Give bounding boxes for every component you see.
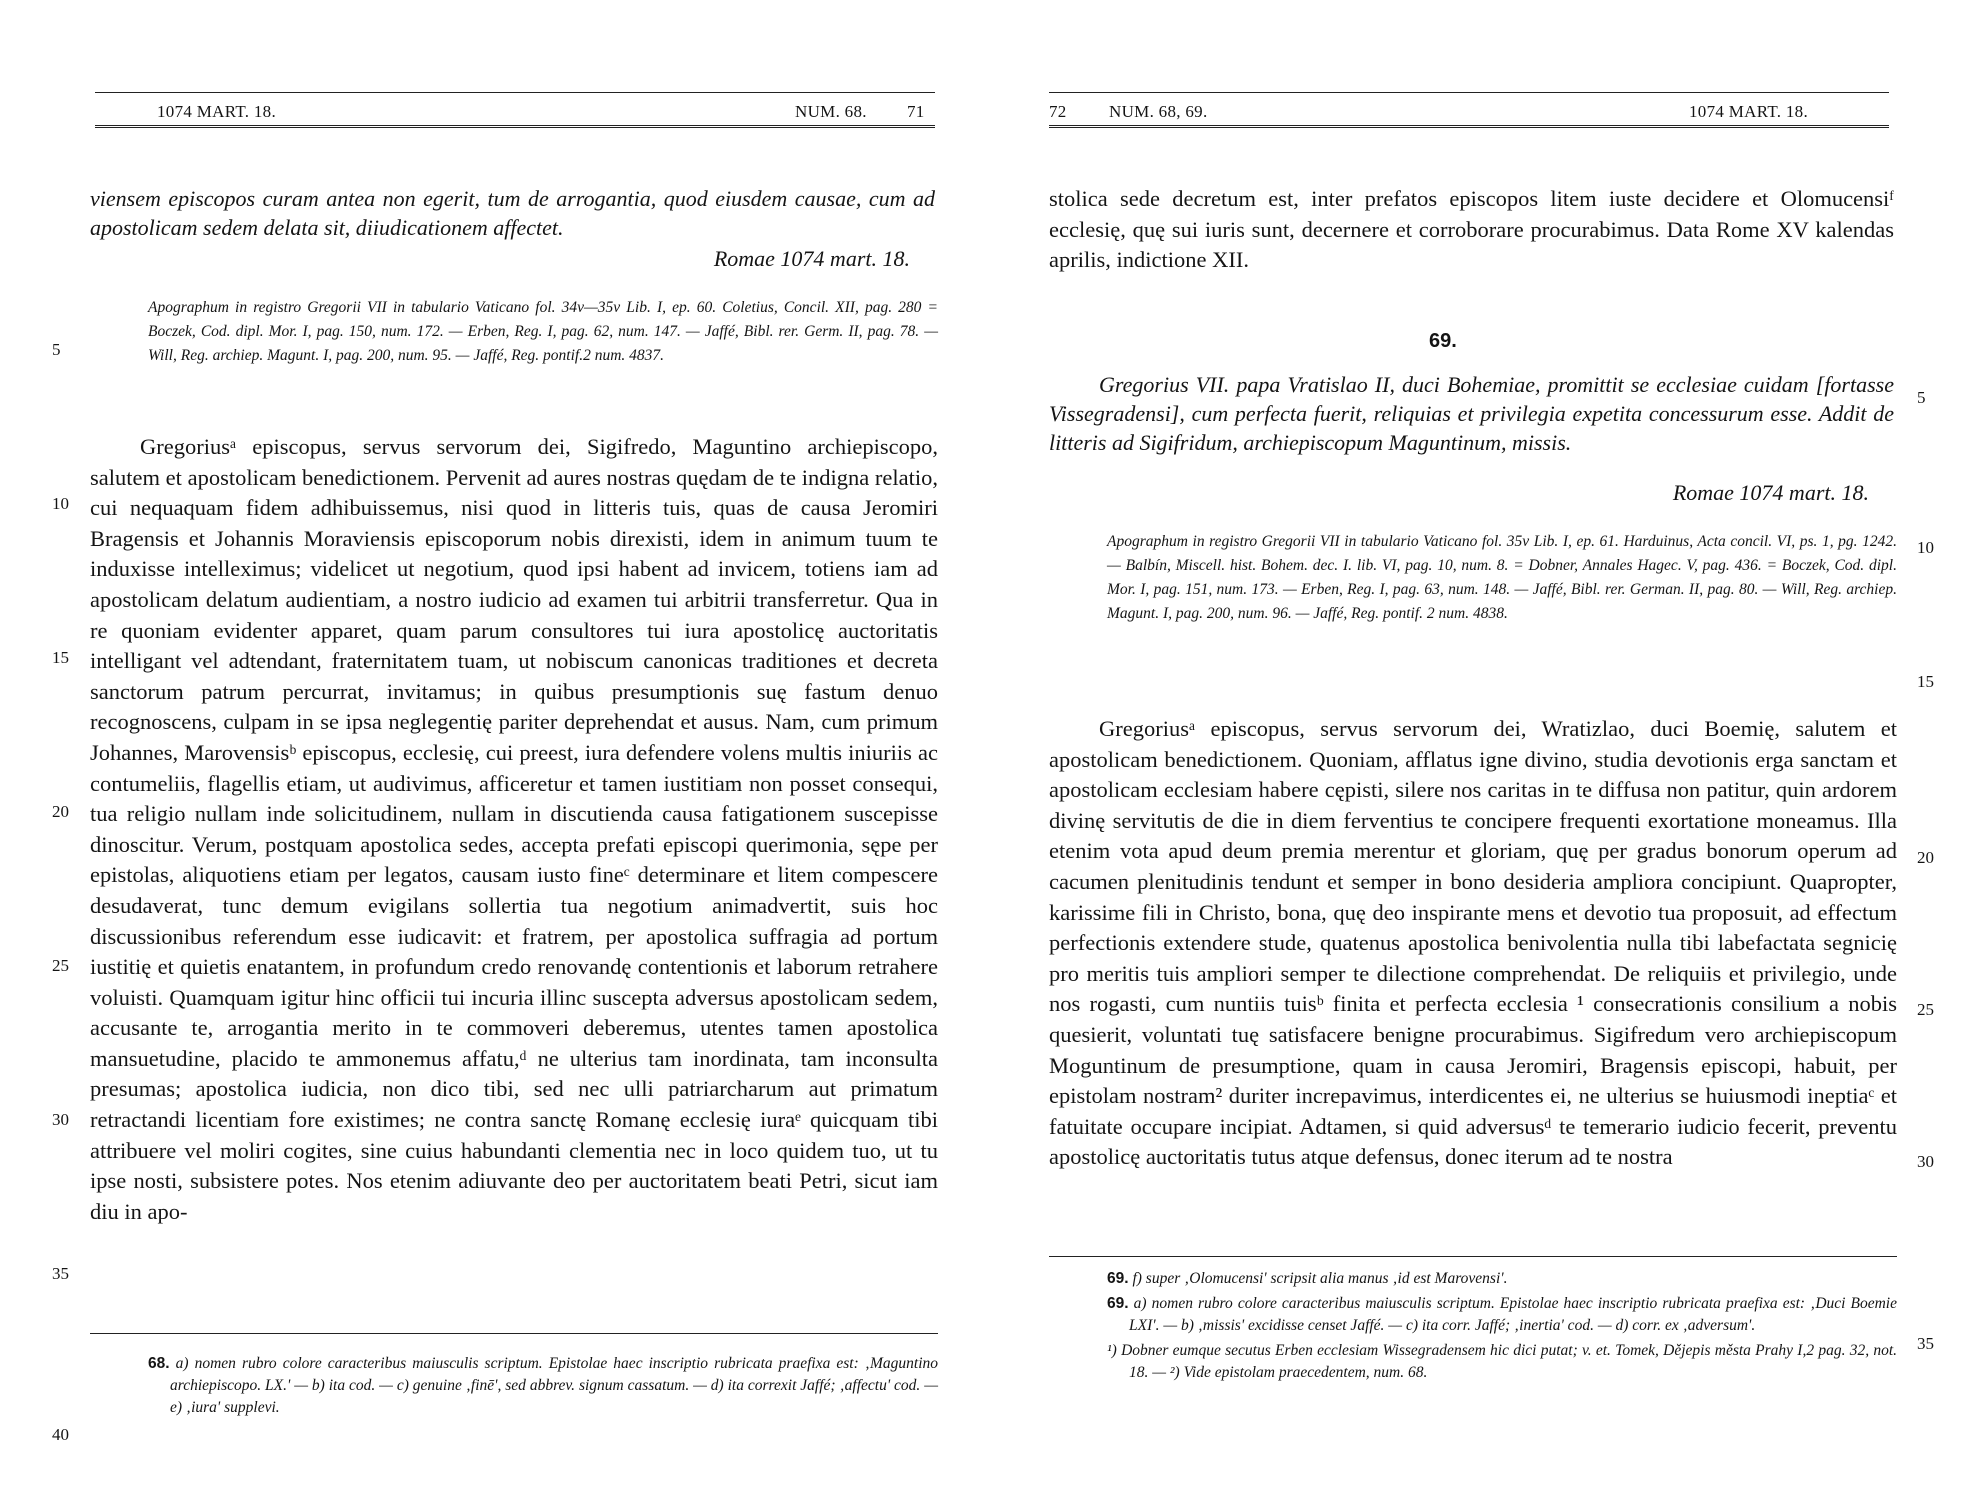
letter-68-ending: stolica sede decretum est, inter prefatos episcopos litem iuste decidere et Olomucensiᶠ ecclesię, quę sui iuris sunt, decernere et corroborare procurabimus. Data Rome XV kalendas aprilis, indictione XII. xyxy=(1049,186,1894,273)
header-page-number: 71 xyxy=(907,102,925,121)
regest-69: Gregorius VII. papa Vratislao II, duci Bohemiae, promittit se ecclesiae cuidam [fortasse Vissegradensi], cum perfecta fuerit, reliquias et privilegia expetita concessurum esse. Addit de litteris ad Sigifridum, archiepiscopum Maguntinum, missis. xyxy=(1049,372,1894,455)
header-date: 1074 MART. 18. xyxy=(157,102,277,121)
document-number: 69. xyxy=(1429,330,1457,352)
line-number: 20 xyxy=(52,802,69,821)
line-number: 25 xyxy=(52,956,69,975)
line-number: 5 xyxy=(52,340,61,359)
line-number: 40 xyxy=(52,1425,69,1444)
footnote-1: ¹) Dobner eumque secutus Erben ecclesiam Wissegradensem hic dici putat; v. et. Tomek, Dějepis města Prahy I,2 pag. 32, not. 18. — ²) Vide epistolam praecedentem, num. 68. xyxy=(1107,1342,1898,1381)
line-number: 35 xyxy=(52,1264,69,1283)
header-date: 1074 MART. 18. xyxy=(1689,102,1809,121)
footnote-separator xyxy=(1049,1256,1897,1257)
line-number: 25 xyxy=(1917,1000,1934,1019)
line-number: 30 xyxy=(52,1110,69,1129)
line-number: 10 xyxy=(1917,538,1934,557)
right-page xyxy=(989,0,1978,1500)
source-citation: Apographum in registro Gregorii VII in tabulario Vaticano fol. 34v—35v Lib. I, ep. 60. Coletius, Concil. XII, pag. 280 = Boczek, Cod. dipl. Mor. I, pag. 150, num. 172. — Erben, Reg. I, pag. 62, num. 147. — Jaffé, Bibl. rer. Germ. II, pag. 78. — Will, Reg. archiep. Magunt. I, pag. 200, num. 95. — Jaffé, Reg. pontif.2 num. 4837. xyxy=(148,299,938,364)
line-number: 30 xyxy=(1917,1152,1934,1171)
line-number: 15 xyxy=(1917,672,1934,691)
line-number: 35 xyxy=(1917,1334,1934,1353)
page-header xyxy=(1049,92,1889,132)
footnote-69f: 69. f) super ‚Olomucensi' scripsit alia manus ‚id est Marovensi'. xyxy=(1107,1270,1508,1287)
page-header xyxy=(95,92,935,132)
letter-body: Gregoriusᵃ episcopus, servus servorum dei, Wratizlao, duci Boemię, salutem et apostolicam benedictionem. Quoniam, afflatus igne divino, studia devotionis erga sanctam et apostolicam ecclesiam habere cępisti, silere nos caritas in te diffusa non patitur, quin ardorem divinę servitutis de die in diem ferventius te concipere frequenti exortatione moneamus. Illa etenim vota apud deum premia merentur et gloriam, quę per gradus bonorum operum ad cacumen plenitudinis tendunt et semper in bono desideria ampliora concipiunt. Quapropter, karissime fili in Christo, bona, quę deo inspirante mens et devotio tua proposuit, ad effectum perfectionis extendere stude, quatenus apostolica benivolentia nulla tibi labefactata segnicię pro meritis tuis ampliori semper te dilectione comprehendat. De reliquiis et privilegio, unde nos rogasti, cum nuntiis tuisᵇ finita et perfecta ecclesia ¹ consecrationis consilium a nobis quesierit, voluntati tuę satisfacere benigne procurabimus. Sigifredum vero archiepiscopum Moguntinum de presumptione, quam in causa Jeromiri, Bragensis episcopi, habuit, per epistolam nostram² duriter increpavimus, interdicentes ei, ne ulterius se huiusmodi ineptiaᶜ et fatuitate occupare incipiat. Adtamen, si quid adversusᵈ te temerario iudicio fecerit, preventu apostolicę auctoritatis tutus atque defensus, donec iterum ad te nostra xyxy=(1049,716,1897,1170)
source-citation: Apographum in registro Gregorii VII in tabulario Vaticano fol. 35v Lib. I, ep. 61. Harduinus, Acta concil. VI, ps. 1, pg. 1242. — Balbín, Miscell. hist. Bohem. dec. I. lib. VI, pag. 10, num. 8. = Dobner, Annales Hagec. V, pag. 436. = Boczek, Cod. dipl. Mor. I, pag. 151, num. 173. — Erben, Reg. I, pag. 63, num. 148. — Jaffé, Bibl. rer. German. II, pag. 80. — Will, Reg. archiep. Magunt. I, pag. 200, num. 96. — Jaffé, Reg. pontif. 2 num. 4838. xyxy=(1107,533,1897,622)
footnote-separator xyxy=(90,1333,938,1334)
line-number: 5 xyxy=(1917,388,1926,407)
dateline: Romae 1074 mart. 18. xyxy=(713,246,910,271)
footnotes xyxy=(148,1353,938,1422)
footnote-69a: 69. a) nomen rubro colore caracteribus maiusculis scriptum. Epistolae haec inscriptio rubricata praefixa est: ‚Duci Boemie LXI'. — b) ‚missis' excidisse censet Jaffé. — c) ita corr. Jaffé; ‚inertia' cod. — d) corr. ex ‚adversum'. xyxy=(1107,1295,1897,1334)
letter-body: Gregoriusᵃ episcopus, servus servorum dei, Sigifredo, Maguntino archiepiscopo, salutem et apostolicam benedictionem. Pervenit ad aures nostras quędam de te indigna relatio, cui nequaquam fidem adhibuissemus, nisi quod in litteris tuis, quas de causa Jeromiri Bragensis et Johannis Moraviensis episcoporum nobis direxisti, idem in animum tuum te induxisse intelleximus; videlicet ut negotium, quod ipsi habent ad invicem, totiens iam ad apostolicam delatum audientiam, a nostro iudicio ad examen tui arbitrii transferretur. Qua in re quoniam evidenter apparet, quam parum consultores tui iura apostolicę auctoritatis intelligant vel adtendant, fraternitatem tuam, ut nobiscum canonicas traditiones et decreta sanctorum patrum percurrat, invitamus; in quibus presumptionis suę fastum denuo recognoscens, culpam in se ipsa neglegentię pariter deprehendat et ausus. Nam, cum primum Johannes, Marovensisᵇ episcopus, ecclesię, cui preest, iura defendere volens multis iniuriis ac contumeliis, flagellis etiam, ut audivimus, afficeretur et tamen iustitiam non posset consequi, tua religio nullam inde solicitudinem, nullam in discutienda causa fatigationem suscepisse dinoscitur. Verum, postquam apostolica sedes, accepta prefati episcopi querimonia, sępe per epistolas, aliquotiens etiam per legatos, causam iusto fineᶜ determinare et litem compescere desudaverat, tunc demum evigilans sollertia tua negotium animadvertit, suis hoc discussionibus referendum esse iudicavit: et fratrem, per apostolica suffragia ad portum iustitię et quietis enatantem, in profundum credo renovandę contentionis et laborum retrahere voluisti. Quamquam igitur hinc officii tui incuria illinc suscepta adversus apostolicam sedem, accusante te, arrogantia merito in te commoveri deberemus, utentes tamen apostolica mansuetudine, placido te ammonemus affatu,ᵈ ne ulterius tam inordinata, tam inconsulta presumas; apostolica iudicia, non dico tibi, sed nec ulli patriarcharum aut primatum retractandi licentiam fore existimes; ne contra sanctę Romanę ecclesię iuraᵉ quicquam tibi attribuere vel moliri cogites, sine cuius habundanti clementia nec in loco quidem tuo, ut tu ipse nosti, subsistere potes. Nos etenim adiuvante deo per auctoritatem beati Petri, sicut iam diu in apo- xyxy=(90,434,938,1224)
header-num: NUM. 68. xyxy=(795,102,867,121)
line-number: 20 xyxy=(1917,848,1934,867)
header-num: NUM. 68, 69. xyxy=(1109,102,1208,121)
header-page-number: 72 xyxy=(1049,102,1067,121)
line-number: 10 xyxy=(52,494,69,513)
footnotes xyxy=(1107,1268,1897,1387)
line-number: 15 xyxy=(52,648,69,667)
regest-continuation: viensem episcopos curam antea non egerit, tum de arrogantia, quod eiusdem causae, cum ad apostolicam sedem delata sit, diiudicationem affectet. xyxy=(90,186,935,240)
dateline: Romae 1074 mart. 18. xyxy=(1672,480,1869,505)
footnote-68: 68. a) nomen rubro colore caracteribus maiusculis scriptum. Epistolae haec inscriptio rubricata praefixa est: ‚Maguntino archiepiscopo. LX.' — b) ita cod. — c) genuine ‚finē', sed abbrev. signum cassatum. — d) ita correxit Jaffé; ‚affectu' cod. — e) ‚iura' supplevi. xyxy=(148,1355,938,1416)
